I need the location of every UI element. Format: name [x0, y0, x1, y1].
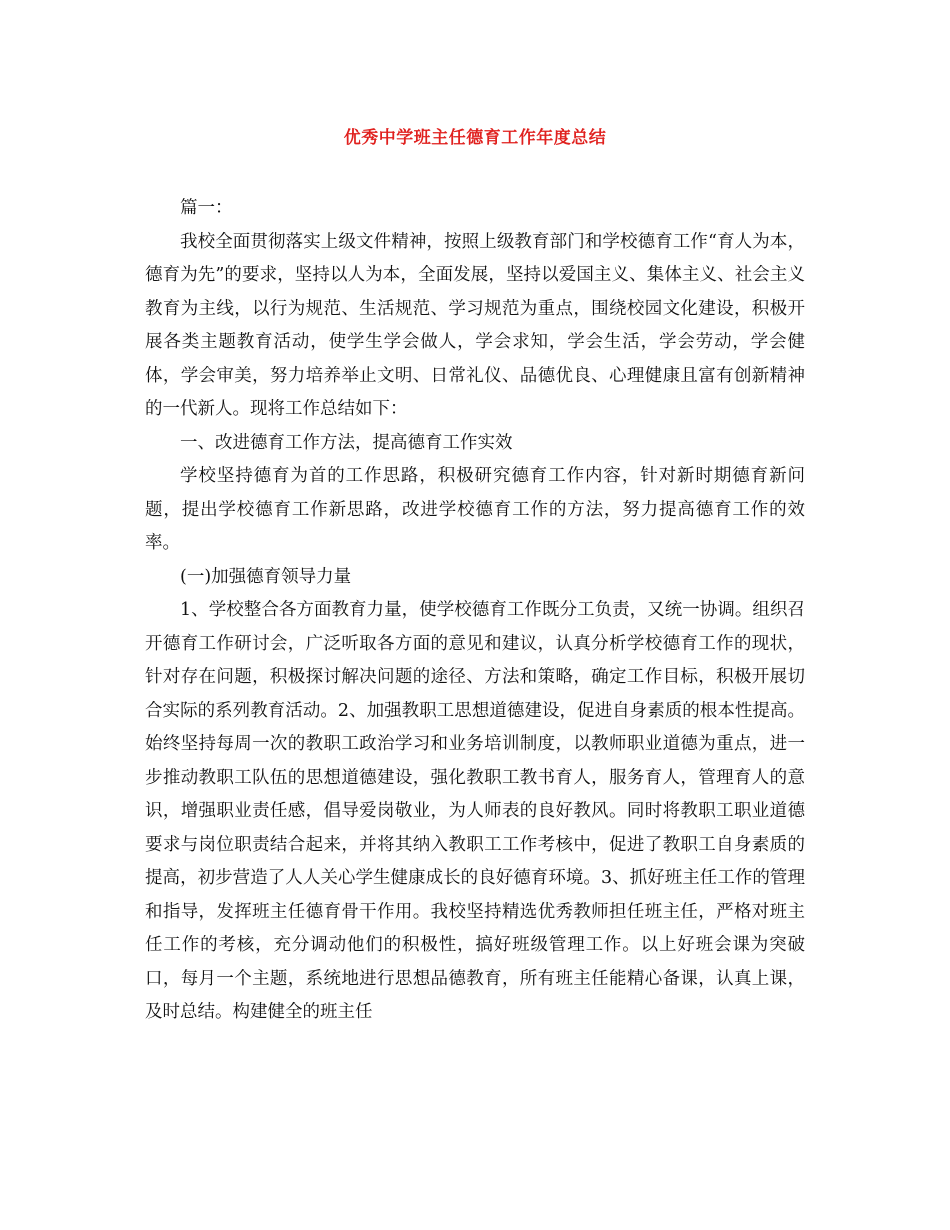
document-body: [145, 192, 805, 1030]
intro-paragraph: 我校全面贯彻落实上级文件精神，按照上级教育部门和学校德育工作“育人为本，德育为先”的要求，坚持以人为本，全面发展，坚持以爱国主义、集体主义、社会主义教育为主线，以行为规范、生活规范、学习规范为重点，围绕校园文化建设，积极开展各类主题教育活动，使学生学会做人，学会求知，学会生活，学会劳动，学会健体，学会审美，努力培养举止文明、日常礼仪、品德优良、心理健康且富有创新精神的一代新人。现将工作总结如下：: [145, 231, 805, 419]
body-paragraph: 1、学校整合各方面教育力量，使学校德育工作既分工负责，又统一协调。组织召开德育工作研讨会，广泛听取各方面的意见和建议，认真分析学校德育工作的现状，针对存在问题，积极探讨解决问题的途径、方法和策略，确定工作目标，积极开展切合实际的系列教育活动。2、加强教职工思想道德建设，促进自身素质的根本性提高。始终坚持每周一次的教职工政治学习和业务培训制度，以教师职业道德为重点，进一步推动教职工队伍的思想道德建设，强化教职工教书育人，服务育人，管理育人的意识，增强职业责任感，倡导爱岗敬业，为人师表的良好教风。同时将教职工职业道德要求与岗位职责结合起来，并将其纳入教职工工作考核中，促进了教职工自身素质的提高，初步营造了人人关心学生健康成长的良好德育环境。3、抓好班主任工作的管理和指导，发挥班主任德育骨干作用。我校坚持精选优秀教师担任班主任，严格对班主任工作的考核，充分调动他们的积极性，搞好班级管理工作。以上好班会课为突破口，每月一个主题，系统地进行思想品德教育，所有班主任能精心备课，认真上课，及时总结。构建健全的班主任: [145, 600, 805, 1022]
document-title: 优秀中学班主任德育工作年度总结: [343, 128, 607, 148]
section-label: 篇一：: [180, 198, 233, 218]
section-heading: 一、改进德育工作方法，提高德育工作实效: [180, 432, 513, 453]
body-paragraph: 学校坚持德育为首的工作思路，积极研究德育工作内容，针对新时期德育新问题，提出学校德育工作新思路，改进学校德育工作的方法，努力提高德育工作的效率。: [145, 466, 805, 553]
subsection-heading: (一)加强德育领导力量: [180, 566, 352, 587]
